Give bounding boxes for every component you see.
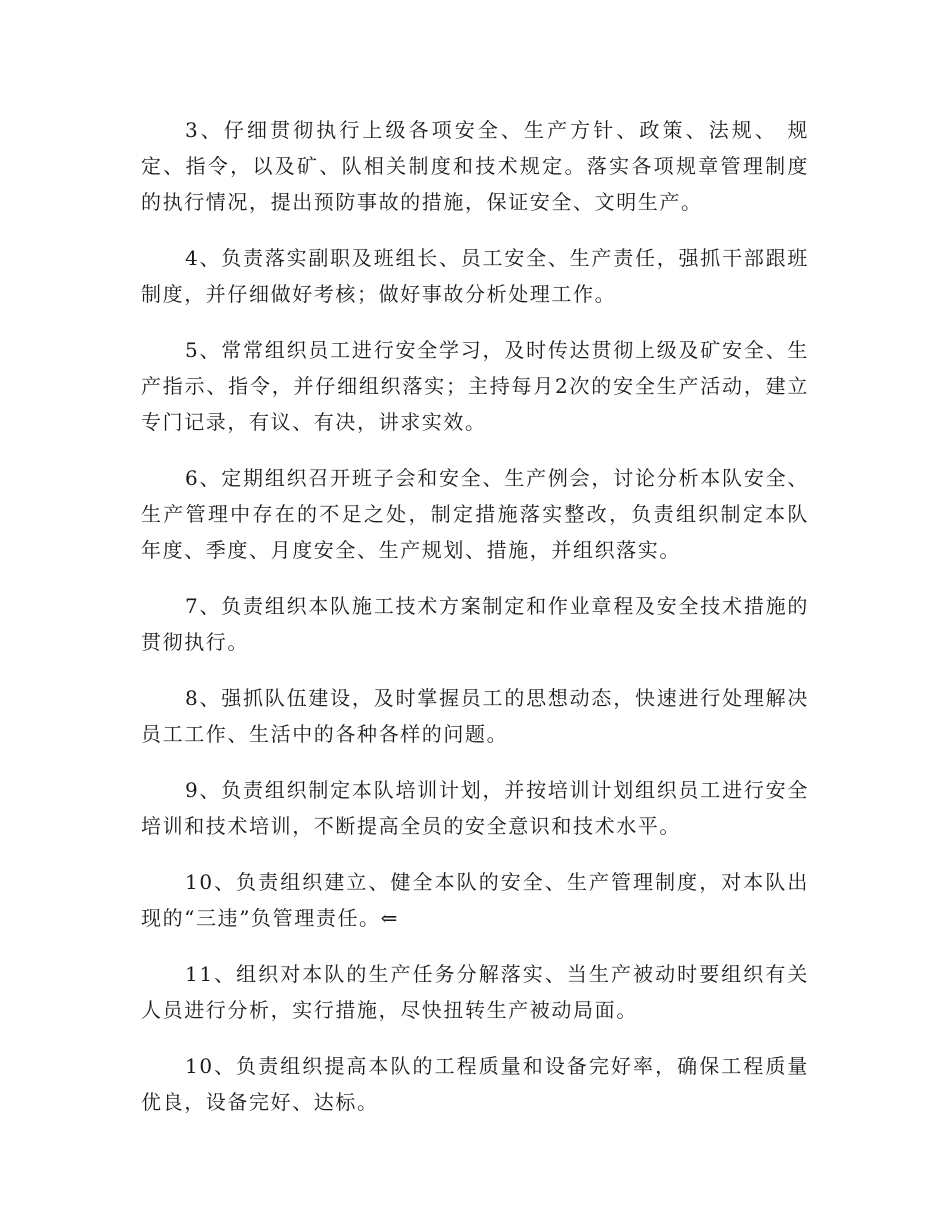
paragraph-item-10: 10、负责组织建立、健全本队的安全、生产管理制度，对本队出现的“三违”负管理责任。⇐ [141, 870, 809, 930]
paragraph-item-11: 11、组织对本队的生产任务分解落实、当生产被动时要组织有关人员进行分析，实行措施，尽快扭转生产被动局面。 [141, 962, 809, 1022]
document-body [141, 112, 809, 1140]
paragraph-item-5: 5、常常组织员工进行安全学习，及时传达贯彻上级及矿安全、生产指示、指令，并仔细组织落实；主持每月2次的安全生产活动，建立专门记录，有议、有决，讲求实效。 [141, 338, 809, 434]
paragraph-item-3: 3、仔细贯彻执行上级各项安全、生产方针、政策、法规、 规定、指令，以及矿、队相关制度和技术规定。落实各项规章管理制度的执行情况，提出预防事故的措施，保证安全、文明生产。 [141, 118, 809, 214]
paragraph-item-9: 9、负责组织制定本队培训计划，并按培训计划组织员工进行安全培训和技术培训，不断提高全员的安全意识和技术水平。 [141, 778, 809, 838]
paragraph-item-10-second: 10、负责组织提高本队的工程质量和设备完好率，确保工程质量优良，设备完好、达标。 [141, 1054, 809, 1114]
paragraph-item-4: 4、负责落实副职及班组长、员工安全、生产责任，强抓干部跟班制度，并仔细做好考核；做好事故分析处理工作。 [141, 246, 809, 306]
paragraph-item-8: 8、强抓队伍建设，及时掌握员工的思想动态，快速进行处理解决员工工作、生活中的各种各样的问题。 [141, 686, 809, 746]
paragraph-item-7: 7、负责组织本队施工技术方案制定和作业章程及安全技术措施的贯彻执行。 [141, 594, 809, 654]
paragraph-item-6: 6、定期组织召开班子会和安全、生产例会，讨论分析本队安全、生产管理中存在的不足之处，制定措施落实整改，负责组织制定本队年度、季度、月度安全、生产规划、措施，并组织落实。 [141, 466, 809, 562]
